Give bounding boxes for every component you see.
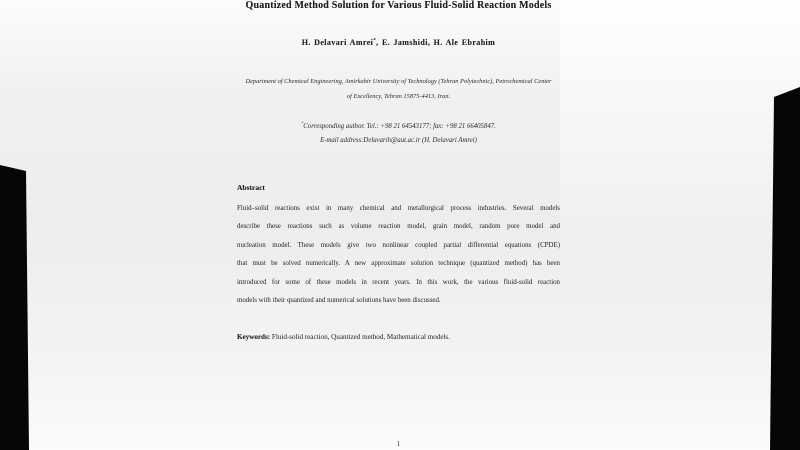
corresponding-contact-line — [237, 120, 560, 134]
affiliation-line-1: Department of Chemical Engineering, Amirkabir University of Technology (Tehran Polytechnic), Petrochemical Center — [245, 78, 552, 85]
keywords-label: Keywords: — [237, 333, 271, 341]
scan-light-sheen — [560, 0, 800, 300]
author-name-first: H. Delavari Amrei — [301, 38, 374, 47]
abstract-heading: Abstract — [237, 183, 265, 192]
affiliation-line-2: of Excellency, Tehran 15875-4413, Iran. — [346, 92, 451, 100]
abstract-paragraph — [237, 200, 560, 312]
keywords-text: Fluid-solid reaction, Quantized method, Mathematical models. — [270, 333, 450, 341]
author-names-rest: , E. Jamshidi, H. Ale Ebrahim — [376, 38, 496, 47]
corresponding-contact-text: Corresponding author. Tel.: +98 21 64543177; fax: +98 21 66405847. — [303, 123, 496, 130]
keywords-line — [237, 331, 560, 343]
abstract-line: models with their quantized and numerical solutions have been discussed. — [237, 297, 441, 305]
scan-background-right-edge — [770, 0, 800, 450]
abstract-line: that must be solved numerically. A new approximate solution technique (quantized method) has been — [237, 260, 560, 268]
authors-line — [237, 37, 560, 49]
corresponding-note-marker: * — [301, 120, 304, 126]
corresponding-author-marker: * — [373, 38, 377, 44]
page-number: 1 — [396, 440, 401, 448]
abstract-line: describe these reactions such as volume reaction model, grain model, random pore model and — [237, 223, 560, 231]
affiliation — [237, 75, 560, 104]
paper-title: Quantized Method Solution for Various Fluid-Solid Reaction Models — [245, 0, 552, 11]
corresponding-author-note — [237, 120, 560, 147]
abstract-line: nucleation model. These models give two nonlinear coupled partial differential equations (CPDE) — [237, 241, 560, 249]
abstract-line: introduced for some of these models in recent years. In this work, the various fluid-solid reaction — [237, 278, 560, 286]
scan-background-left-edge — [0, 0, 29, 450]
corresponding-email-line: E-mail address:Delavarih@aut.ac.ir (H. Delavari Amrei) — [320, 136, 477, 144]
page-content — [237, 0, 560, 450]
abstract-line: Fluid–solid reactions exist in many chemical and metallurgical process industries. Several models — [237, 204, 560, 212]
